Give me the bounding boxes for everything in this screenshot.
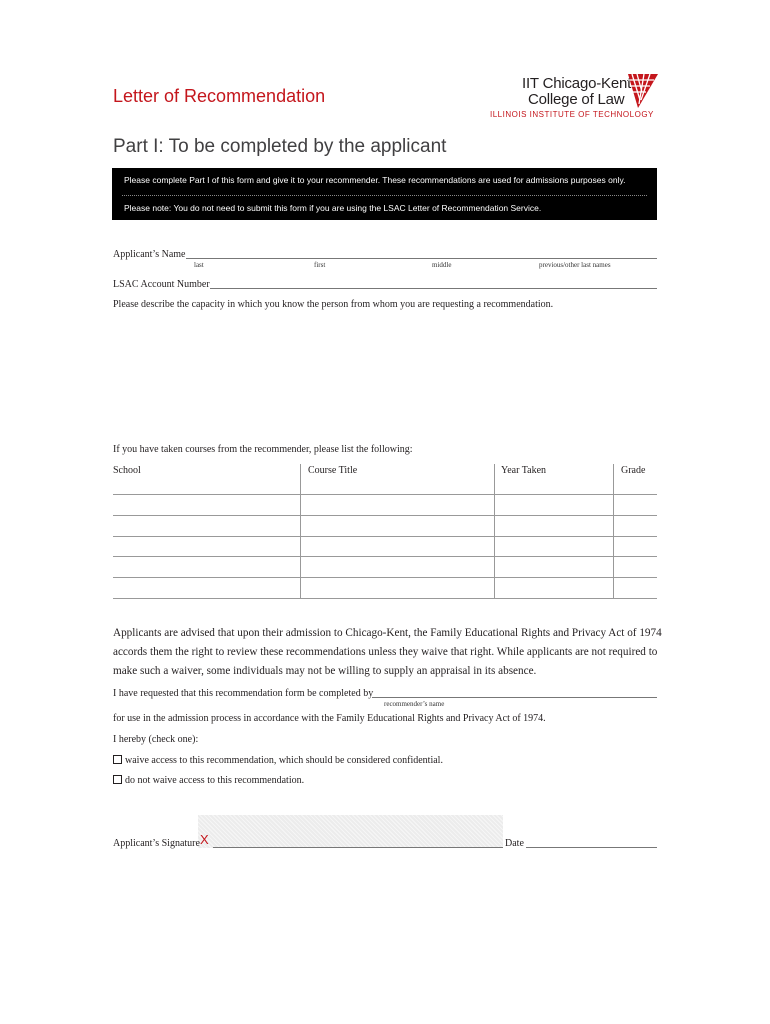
column-header-school: School [113, 465, 141, 476]
table-row[interactable] [113, 577, 657, 578]
use-statement: for use in the admission process in accordance with the Family Educational Rights and Privacy Act of 1974. [113, 713, 546, 724]
signature-label: Applicant’s Signature [113, 838, 200, 849]
notice-line-1: Please complete Part I of this form and give it to your recommender. These recommendations are used for admissions purposes only. [124, 175, 626, 185]
not-waive-option-label: do not waive access to this recommendation. [125, 775, 305, 786]
lsac-account-field[interactable] [210, 288, 657, 289]
logo-line-2: College of Law [528, 91, 625, 108]
recommender-name-sublabel: recommender’s name [384, 700, 445, 708]
table-row[interactable] [113, 598, 657, 599]
courses-intro: If you have taken courses from the recommender, please list the following: [113, 444, 413, 455]
signature-field[interactable] [198, 815, 503, 848]
column-header-year-taken: Year Taken [501, 465, 547, 476]
capacity-prompt: Please describe the capacity in which you know the person from whom you are requesting a recommendation. [113, 299, 554, 310]
waive-checkbox[interactable] [113, 755, 122, 764]
logo-line-1: IIT Chicago-Kent [522, 75, 632, 92]
table-row[interactable] [113, 556, 657, 557]
waive-option[interactable] [113, 755, 443, 766]
form-title: Letter of Recommendation [113, 86, 326, 106]
capacity-response-area[interactable] [113, 318, 657, 428]
date-field[interactable] [526, 847, 657, 848]
applicant-name-label: Applicant’s Name [113, 249, 186, 260]
lsac-label: LSAC Account Number [113, 279, 210, 290]
waive-option-label: waive access to this recommendation, which should be considered confidential. [125, 755, 443, 766]
name-part-first: first [314, 261, 326, 269]
ferpa-paragraph: Applicants are advised that upon their admission to Chicago-Kent, the Family Educational Rights and Privacy Act of 1974 accords them the right to review these recommendations unless they waive that right. While applicants are not required to make such a waiver, some individuals may not be willing to supply an appraisal in its absence. [113, 627, 662, 677]
not-waive-checkbox[interactable] [113, 775, 122, 784]
logo-line-3: ILLINOIS INSTITUTE OF TECHNOLOGY [490, 110, 654, 119]
recommender-name-field[interactable] [372, 697, 657, 698]
column-header-grade: Grade [621, 465, 646, 476]
signature-x-mark: X [200, 832, 209, 847]
name-part-middle: middle [432, 261, 452, 269]
date-label: Date [505, 838, 524, 849]
column-header-course-title: Course Title [308, 465, 358, 476]
table-row[interactable] [113, 494, 657, 495]
notice-divider [122, 195, 647, 196]
check-one-label: I hereby (check one): [113, 734, 199, 745]
not-waive-option[interactable] [113, 775, 304, 786]
name-part-previous: previous/other last names [539, 261, 611, 269]
name-part-last: last [194, 261, 204, 269]
table-row[interactable] [113, 536, 657, 537]
notice-box [112, 168, 657, 220]
requested-label: I have requested that this recommendation form be completed by [113, 688, 374, 699]
notice-line-2: Please note: You do not need to submit this form if you are using the LSAC Letter of Recommendation Service. [124, 203, 542, 213]
chicago-kent-logo [488, 72, 658, 122]
signature-line [213, 847, 503, 848]
part-title: Part I: To be completed by the applicant [113, 136, 447, 157]
table-row[interactable] [113, 515, 657, 516]
iit-triangle-logo-icon [628, 74, 658, 108]
applicant-name-field[interactable] [186, 258, 657, 259]
